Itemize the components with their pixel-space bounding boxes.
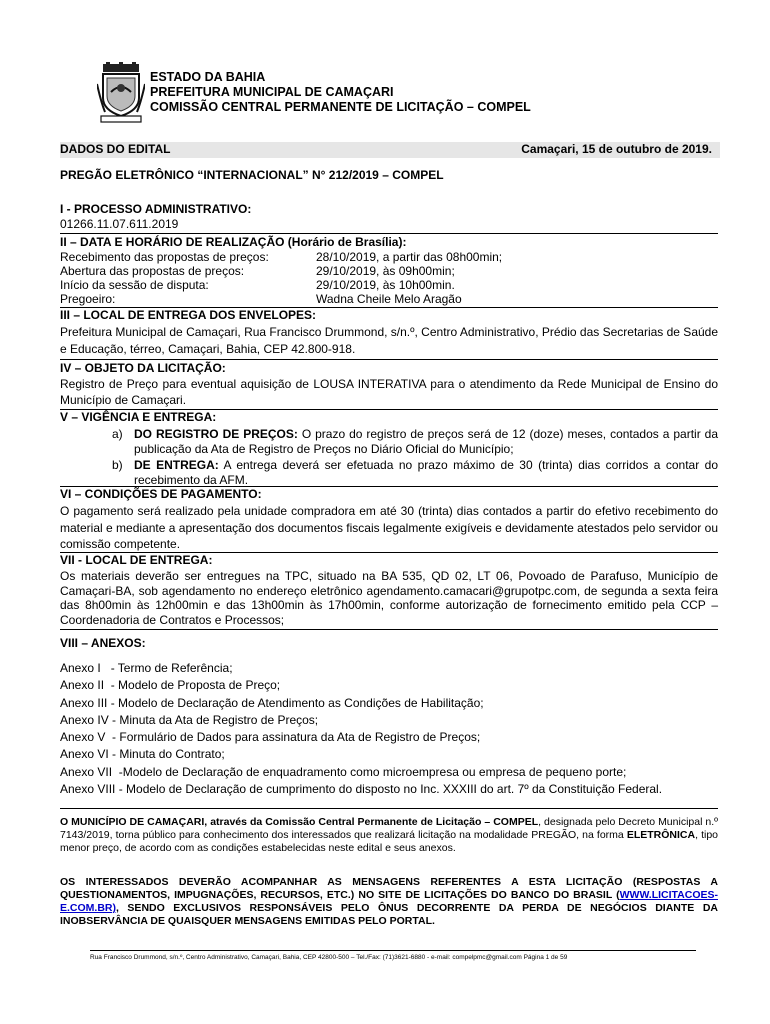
divider (60, 808, 718, 809)
schedule-row (60, 250, 718, 265)
section-5-title: V – VIGÊNCIA E ENTREGA: (60, 410, 217, 424)
delivery-place-text: Os materiais deverão ser entregues na TPC, situado na BA 535, QD 02, LT 06, Povoado de Parafuso, Município de Camaçari-BA, sob agendamento no endereço eletrônico agendamento.camacari@grupotpc.com, de segunda a sexta feira das 8h00min às 12h00min e das 13h00min às 17h00min, conforme autorização de fornecimento emitido pela CCP – Coordenadoria de Contratos e Processos; (60, 569, 718, 627)
delivery-location-text: Prefeitura Municipal de Camaçari, Rua Francisco Drummond, s/n.º, Centro Administrativo, Prédio das Secretarias de Saúde e Educação, térreo, Camaçari, Bahia, CEP 42.800-918. (60, 325, 719, 356)
schedule-value: 29/10/2019, às 10h00min. (316, 278, 455, 292)
schedule-row (60, 264, 718, 279)
section-6-title: VI – CONDIÇÕES DE PAGAMENTO: (60, 487, 262, 501)
item-marker: a) (112, 427, 123, 441)
schedule-row (60, 278, 718, 293)
payment-text: O pagamento será realizado pela unidade compradora em até 30 (trinta) dias contados a partir do efetivo recebimento do material e mediante a apresentação dos documentos fiscais legalmente exigíveis e devidamente atestados pelo servidor ou comissão competente. (60, 504, 718, 551)
section-7-title: VII - LOCAL DE ENTREGA: (60, 553, 213, 567)
edital-date: Camaçari, 15 de outubro de 2019. (521, 142, 712, 156)
bidders-notice-part-1: OS INTERESSADOS DEVERÃO ACOMPANHAR AS MENSAGENS REFERENTES A ESTA LICITAÇÃO (RESPOSTAS A QUESTIONAMENTOS, IMPUGNAÇÕES, RECURSOS, ETC.) NO SITE DE LICITAÇÕES DO BANCO DO BRASIL ( (60, 876, 718, 901)
header-commission: COMISSÃO CENTRAL PERMANENTE DE LICITAÇÃO – COMPEL (150, 100, 531, 114)
bidders-notice (60, 876, 718, 928)
annex-item: Anexo VII -Modelo de Declaração de enquadramento como microempresa ou empresa de pequeno porte; (60, 764, 627, 779)
annex-item: Anexo VI - Minuta do Contrato; (60, 747, 225, 762)
schedule-label: Pregoeiro: (60, 292, 116, 306)
schedule-label: Abertura das propostas de preços: (60, 264, 245, 278)
notice-bold-2: ELETRÔNICA (626, 829, 696, 841)
page-footer: Rua Francisco Drummond, s/n.º, Centro Administrativo, Camaçari, Bahia, CEP 42800-500 – Tel./Fax: (71)3621-6880 - e-mail: compelpmc@gmail.com Página 1 de 59 (90, 950, 696, 961)
annex-item: Anexo VIII - Modelo de Declaração de cumprimento do disposto no Inc. XXXIII do art. 7º da Constituição Federal. (60, 782, 663, 797)
annex-item: Anexo I - Termo de Referência; (60, 661, 233, 675)
divider (60, 629, 718, 630)
annex-list (60, 660, 718, 798)
notice-text-2: , tipo menor preço, de acordo com as condições estabelecidas neste edital e seus anexos. (60, 829, 719, 854)
municipality-notice (60, 816, 718, 855)
notice-bold: O MUNICÍPIO DE CAMAÇARI, através da Comissão Central Permanente de Licitação – COMPEL (60, 816, 539, 828)
process-number: 01266.11.07.611.2019 (60, 217, 179, 231)
section-3-title: III – LOCAL DE ENTREGA DOS ENVELOPES: (60, 308, 317, 322)
schedule-label: Início da sessão de disputa: (60, 278, 209, 292)
annex-item: Anexo III - Modelo de Declaração de Atendimento as Condições de Habilitação; (60, 695, 484, 710)
municipal-crest-icon (97, 62, 145, 124)
object-text: Registro de Preço para eventual aquisição de LOUSA INTERATIVA para o atendimento da Rede Municipal de Ensino do Município de Camaçari. (60, 377, 718, 407)
delivery-text: A entrega deverá ser efetuada no prazo máximo de 30 (trinta) dias corridos a contar do recebimento da AFM. (134, 458, 718, 487)
annex-item: Anexo V - Formulário de Dados para assinatura da Ata de Registro de Preços; (60, 730, 481, 745)
section-1-title: I - PROCESSO ADMINISTRATIVO: (60, 202, 252, 216)
annex-item: Anexo IV - Minuta da Ata de Registro de Preços; (60, 712, 319, 727)
bidders-notice-part-2: , SENDO EXCLUSIVOS RESPONSÁVEIS PELO ÔNUS DECORRENTE DA PERDA DE NEGÓCIOS DIANTE DA INOBSERVÂNCIA DE QUAISQUER MENSAGENS EMITIDAS PELO PORTAL. (60, 902, 718, 927)
pregao-title: PREGÃO ELETRÔNICO “INTERNACIONAL” N° 212/2019 – COMPEL (60, 168, 444, 182)
schedule-label: Recebimento das propostas de preços: (60, 250, 269, 264)
delivery-item (134, 458, 718, 488)
section-8-title: VIII – ANEXOS: (60, 636, 146, 650)
header-state: ESTADO DA BAHIA (150, 70, 266, 84)
item-marker: b) (112, 458, 123, 472)
annex-item: Anexo II - Modelo de Proposta de Preço; (60, 678, 281, 693)
validity-label: DO REGISTRO DE PREÇOS: (134, 427, 298, 441)
delivery-label: DE ENTREGA: (134, 458, 219, 472)
divider (60, 233, 718, 234)
section-4-title: IV – OBJETO DA LICITAÇÃO: (60, 361, 226, 375)
section-2-title: II – DATA E HORÁRIO DE REALIZAÇÃO (Horário de Brasília): (60, 235, 407, 249)
edital-label: DADOS DO EDITAL (60, 142, 171, 156)
validity-text: O prazo do registro de preços será de 12 (doze) meses, contados a partir da publicação da Ata de Registro de Preços no Diário Oficial do Município; (134, 427, 718, 456)
schedule-value: 29/10/2019, às 09h00min; (316, 264, 455, 278)
validity-item (134, 427, 718, 457)
schedule-value: 28/10/2019, a partir das 08h00min; (316, 250, 503, 264)
licitacoes-link[interactable]: WWW.LICITACOES-E.COM.BR) (60, 889, 718, 914)
letterhead (150, 70, 531, 115)
divider (60, 359, 718, 360)
notice-text: , designada pelo Decreto Municipal n.º 7143/2019, torna público para conhecimento dos interessados que realizará licitação na modalidade PREGÃO, na forma (60, 816, 718, 841)
schedule-row (60, 292, 718, 307)
schedule-value: Wadna Cheile Melo Aragão (316, 292, 462, 306)
header-prefecture: PREFEITURA MUNICIPAL DE CAMAÇARI (150, 85, 394, 99)
